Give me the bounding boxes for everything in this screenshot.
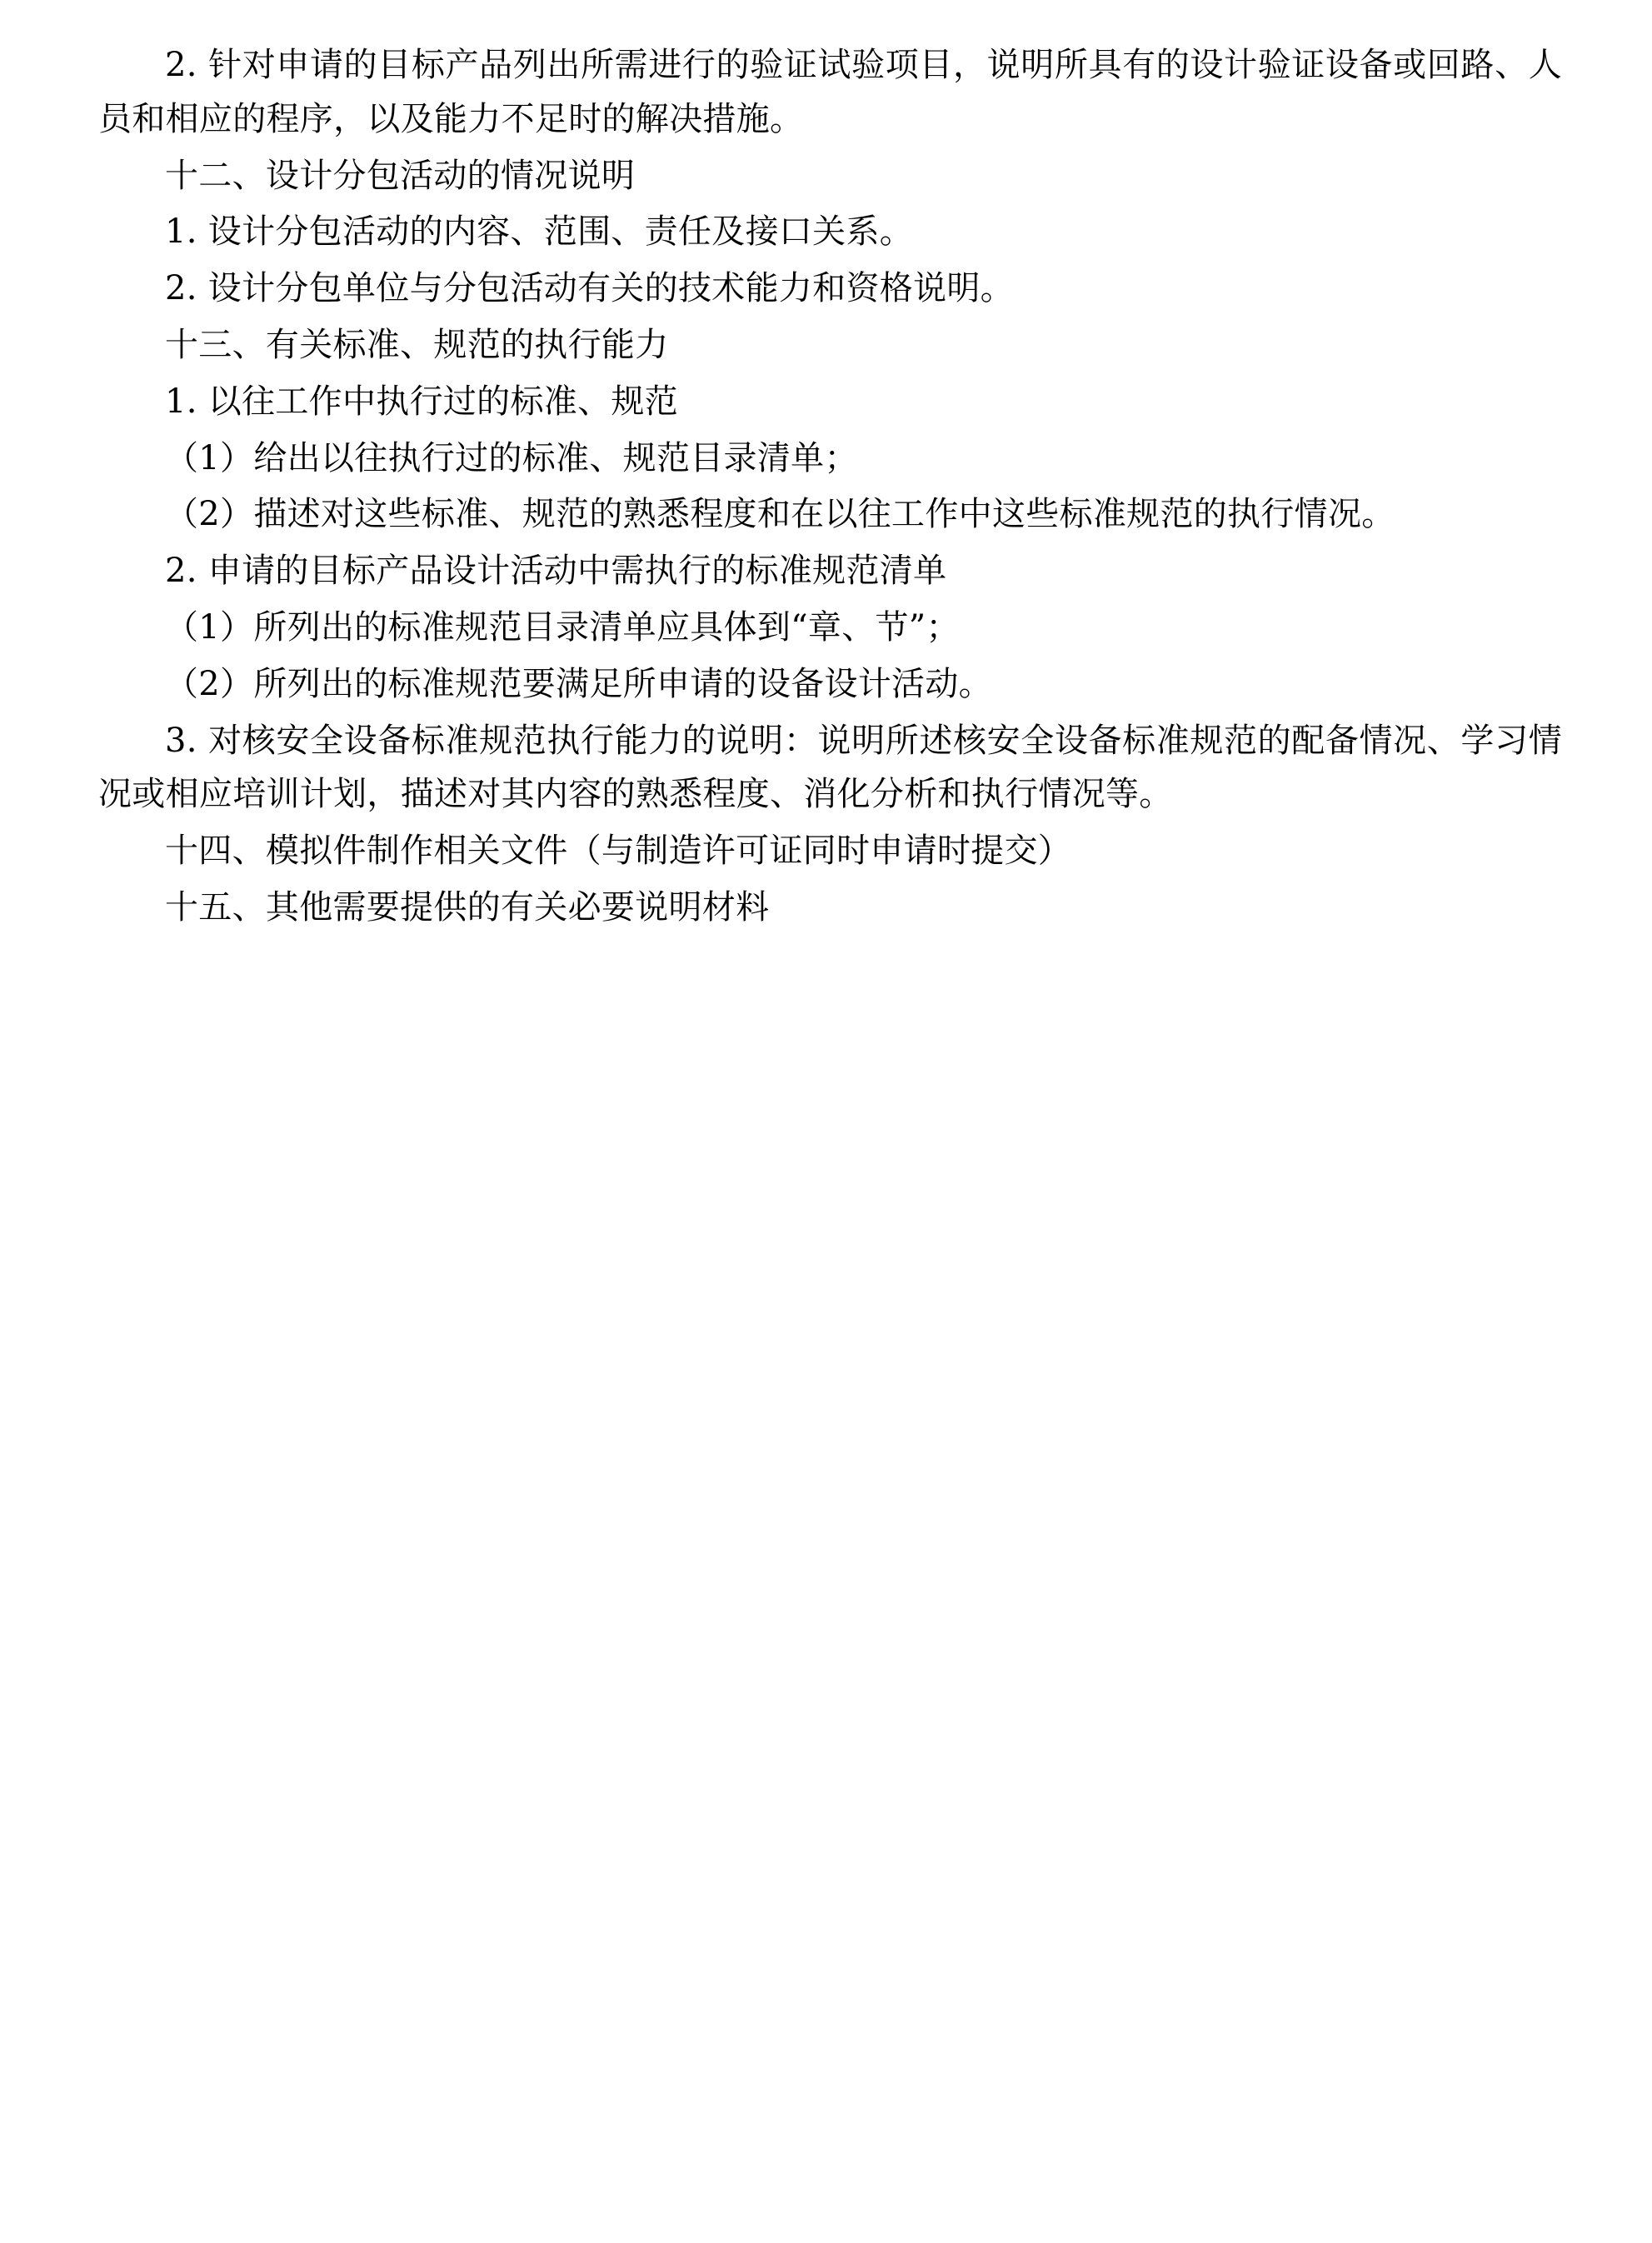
- paragraph-13-item-2: 2. 申请的目标产品设计活动中需执行的标准规范清单: [165, 552, 947, 591]
- paragraph-12-item-2: 2. 设计分包单位与分包活动有关的技术能力和资格说明。: [165, 269, 1014, 308]
- paragraph-12-2: 2. 针对申请的目标产品列出所需进行的验证试验项目，说明所具有的设计验证设备或回路、人员和相应的程序，以及能力不足时的解决措施。: [98, 46, 1562, 138]
- paragraph-13-item-3: 3. 对核安全设备标准规范执行能力的说明：说明所述核安全设备标准规范的配备情况、学习情况或相应培训计划，描述对其内容的熟悉程度、消化分析和执行情况等。: [98, 721, 1562, 814]
- heading-section-14: 十四、模拟件制作相关文件（与制造许可证同时申请时提交）: [165, 832, 1072, 871]
- paragraph-13-2-2: （2）所列出的标准规范要满足所申请的设备设计活动。: [165, 664, 992, 703]
- heading-section-13: 十三、有关标准、规范的执行能力: [165, 325, 669, 364]
- paragraph-13-item-1: 1. 以往工作中执行过的标准、规范: [165, 382, 678, 421]
- paragraph-12-item-1: 1. 设计分包活动的内容、范围、责任及接口关系。: [165, 212, 914, 252]
- document-body: [98, 38, 1562, 935]
- heading-section-12: 十二、设计分包活动的情况说明: [165, 156, 636, 195]
- paragraph-13-1-2: （2）描述对这些标准、规范的熟悉程度和在以往工作中这些标准规范的执行情况。: [165, 495, 1395, 534]
- heading-section-15: 十五、其他需要提供的有关必要说明材料: [165, 887, 770, 927]
- paragraph-13-2-1: （1）所列出的标准规范目录清单应具体到“章、节”；: [165, 607, 960, 647]
- paragraph-13-1-1: （1）给出以往执行过的标准、规范目录清单；: [165, 438, 858, 477]
